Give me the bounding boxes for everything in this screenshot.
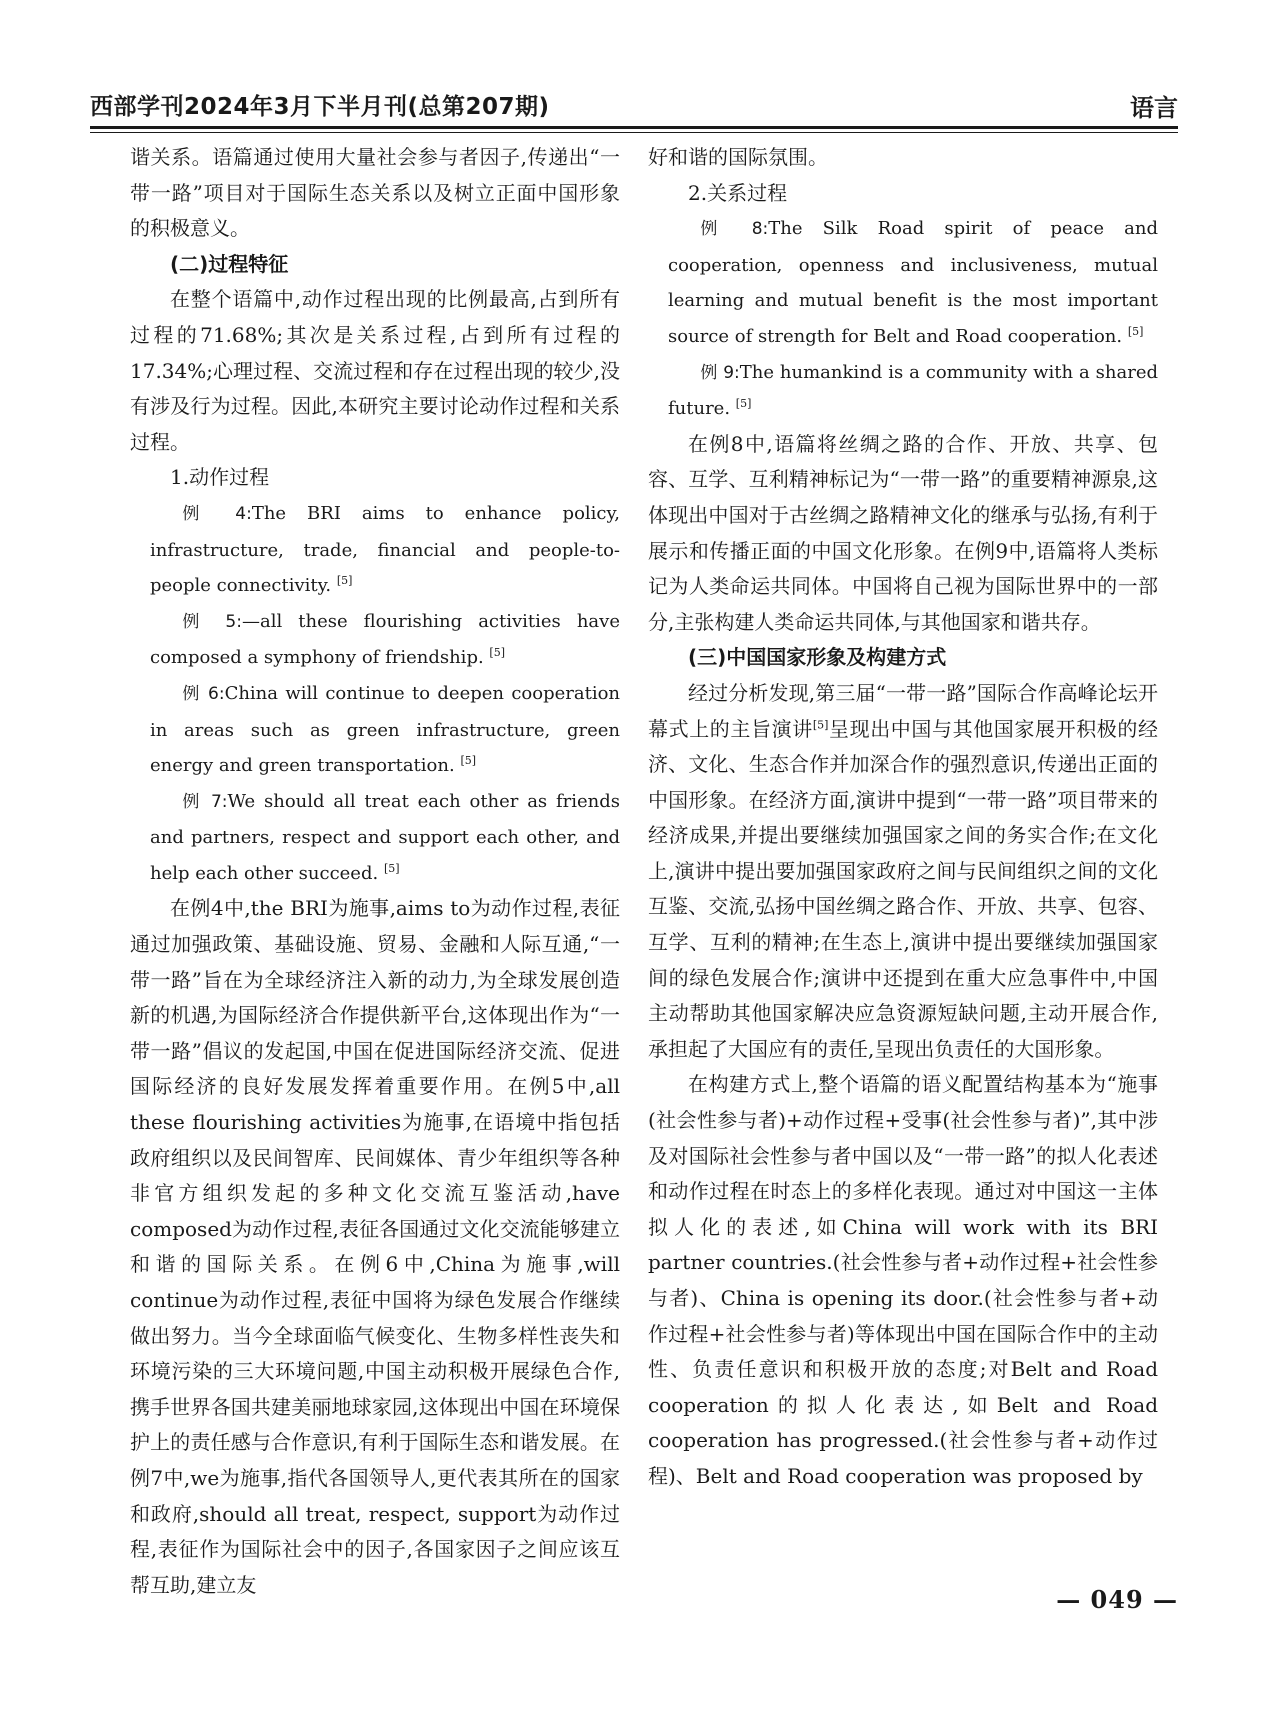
example-5 <box>130 604 620 676</box>
example-4 <box>130 496 620 604</box>
example-7-tag: 例 7: <box>182 791 228 812</box>
section-heading-national-image: (三)中国国家形象及构建方式 <box>688 645 947 670</box>
citation: [5] <box>735 397 752 411</box>
right-column <box>648 140 1158 1495</box>
paragraph-construction: 在构建方式上,整个语篇的语义配置结构基本为“施事(社会性参与者)+动作过程+受事(社会性参与者)”,其中涉及对国际社会性参与者中国以及“一带一路”的拟人化表述和动作过程在时态上的多样化表现。通过对中国这一主体拟人化的表述,如China will work with its BRI partner countries.(社会性参与者+动作过程+社会性参与者)、China is opening its door.(社会性参与者+动作过程+社会性参与者)等体现出中国在国际合作中的主动性、负责任意识和积极开放的态度;对Belt and Road cooperation的拟人化表达,如Belt and Road cooperation has progressed.(社会性参与者+动作过程)、Belt and Road cooperation was proposed by <box>648 1072 1158 1488</box>
header-rule-thin <box>90 132 1178 133</box>
citation: [5] <box>460 754 477 768</box>
section-label: 语言 <box>1130 94 1178 122</box>
example-4-tag: 例 4: <box>182 503 252 524</box>
paragraph-national-image-part-b: 呈现出中国与其他国家展开积极的经济、文化、生态合作并加深合作的强烈意识,传递出正面的中国形象。在经济方面,演讲中提到“一带一路”项目带来的经济成果,并提出要继续加强国家之间的务实合作;在文化上,演讲中提出要加强国家政府之间与民间组织之间的文化互鉴、交流,弘扬中国丝绸之路合作、开放、共享、包容、互学、互利的精神;在生态上,演讲中提出要继续加强国家间的绿色发展合作;演讲中还提到在重大应急事件中,中国主动帮助其他国家解决应急资源短缺问题,主动开展合作,承担起了大国应有的责任,呈现出负责任的大国形象。 <box>648 716 1159 1061</box>
example-9-tag: 例 9: <box>700 362 740 383</box>
example-8-text: The Silk Road spirit of peace and cooperation, openness and inclusiveness, mutual learning and mutual benefit is the most important source of strength for Belt and Road cooperation. <box>668 218 1158 347</box>
subheading-action: 1.动作过程 <box>170 465 270 490</box>
example-6-tag: 例 6: <box>182 683 225 704</box>
citation: [5] <box>383 861 400 875</box>
example-8 <box>648 211 1158 354</box>
paragraph-relation-analysis: 在例8中,语篇将丝绸之路的合作、开放、共享、包容、互学、互利精神标记为“一带一路”的重要精神源泉,这体现出中国对于古丝绸之路精神文化的继承与弘扬,有利于展示和传播正面的中国文化形象。在例9中,语篇将人类标记为人类命运共同体。中国将自己视为国际世界中的一部分,主张构建人类命运共同体,与其他国家和谐共存。 <box>648 431 1158 634</box>
citation: [5] <box>489 646 506 660</box>
page-number: — 049 — <box>1056 1585 1178 1614</box>
running-header <box>90 88 1178 128</box>
section-heading-process: (二)过程特征 <box>170 251 289 276</box>
example-6-text: China will continue to deepen cooperation in areas such as green infrastructure, green energy and green transportation. <box>150 682 621 777</box>
example-5-tag: 例 5: <box>182 611 242 632</box>
subheading-relation: 2.关系过程 <box>688 180 788 205</box>
example-4-text: The BRI aims to enhance policy, infrastructure, trade, financial and people-to-people connectivity. <box>150 502 620 597</box>
citation: [5] <box>1127 324 1144 338</box>
example-5-text: —all these flourishing activities have composed a symphony of friendship. <box>150 610 620 669</box>
example-7 <box>130 784 620 892</box>
example-7-text: We should all treat each other as friends and partners, respect and support each other, and help each other succeed. <box>150 790 620 884</box>
paragraph-national-image-part-a: 经过分析发现,第三届“一带一路”国际合作高峰论坛开幕式上的主旨演讲 <box>648 680 1158 741</box>
citation: [5] <box>812 717 829 731</box>
journal-title: 西部学刊2024年3月下半月刊(总第207期) <box>90 94 550 120</box>
example-8-tag: 例 8: <box>700 219 769 240</box>
citation: [5] <box>336 574 353 588</box>
left-column <box>130 140 620 1603</box>
paragraph-continued: 谐关系。语篇通过使用大量社会参与者因子,传递出“一带一路”项目对于国际生态关系以及树立正面中国形象的积极意义。 <box>130 145 620 241</box>
paragraph-action-analysis: 在例4中,the BRI为施事,aims to为动作过程,表征通过加强政策、基础设施、贸易、金融和人际互通,“一带一路”旨在为全球经济注入新的动力,为全球发展创造新的机遇,为国际经济合作提供新平台,这体现出作为“一带一路”倡议的发起国,中国在促进国际经济交流、促进国际经济的良好发展发挥着重要作用。在例5中,all these flourishing activities为施事,在语境中指包括政府组织以及民间智库、民间媒体、青少年组织等各种非官方组织发起的多种文化交流互鉴活动,have composed为动作过程,表征各国通过文化交流能够建立和谐的国际关系。在例6中,China为施事,will continue为动作过程,表征中国将为绿色发展合作继续做出努力。当今全球面临气候变化、生物多样性丧失和环境污染的三大环境问题,中国主动积极开展绿色合作,携手世界各国共建美丽地球家园,这体现出中国在环境保护上的责任感与合作意识,有利于国际生态和谐发展。在例7中,we为施事,指代各国领导人,更代表其所在的国家和政府,should all treat, respect, support为动作过程,表征作为国际社会中的因子,各国家因子之间应该互帮互助,建立友 <box>130 896 620 1597</box>
paragraph-continued: 好和谐的国际氛围。 <box>648 145 828 169</box>
header-rule-thick <box>90 126 1178 129</box>
example-6 <box>130 676 620 784</box>
example-9-text: The humankind is a community with a shared future. <box>668 361 1158 420</box>
paragraph-process: 在整个语篇中,动作过程出现的比例最高,占到所有过程的71.68%;其次是关系过程,占到所有过程的17.34%;心理过程、交流过程和存在过程出现的较少,没有涉及行为过程。因此,本研究主要讨论动作过程和关系过程。 <box>130 287 620 454</box>
example-9 <box>648 355 1158 427</box>
paragraph-national-image <box>648 676 1158 1068</box>
